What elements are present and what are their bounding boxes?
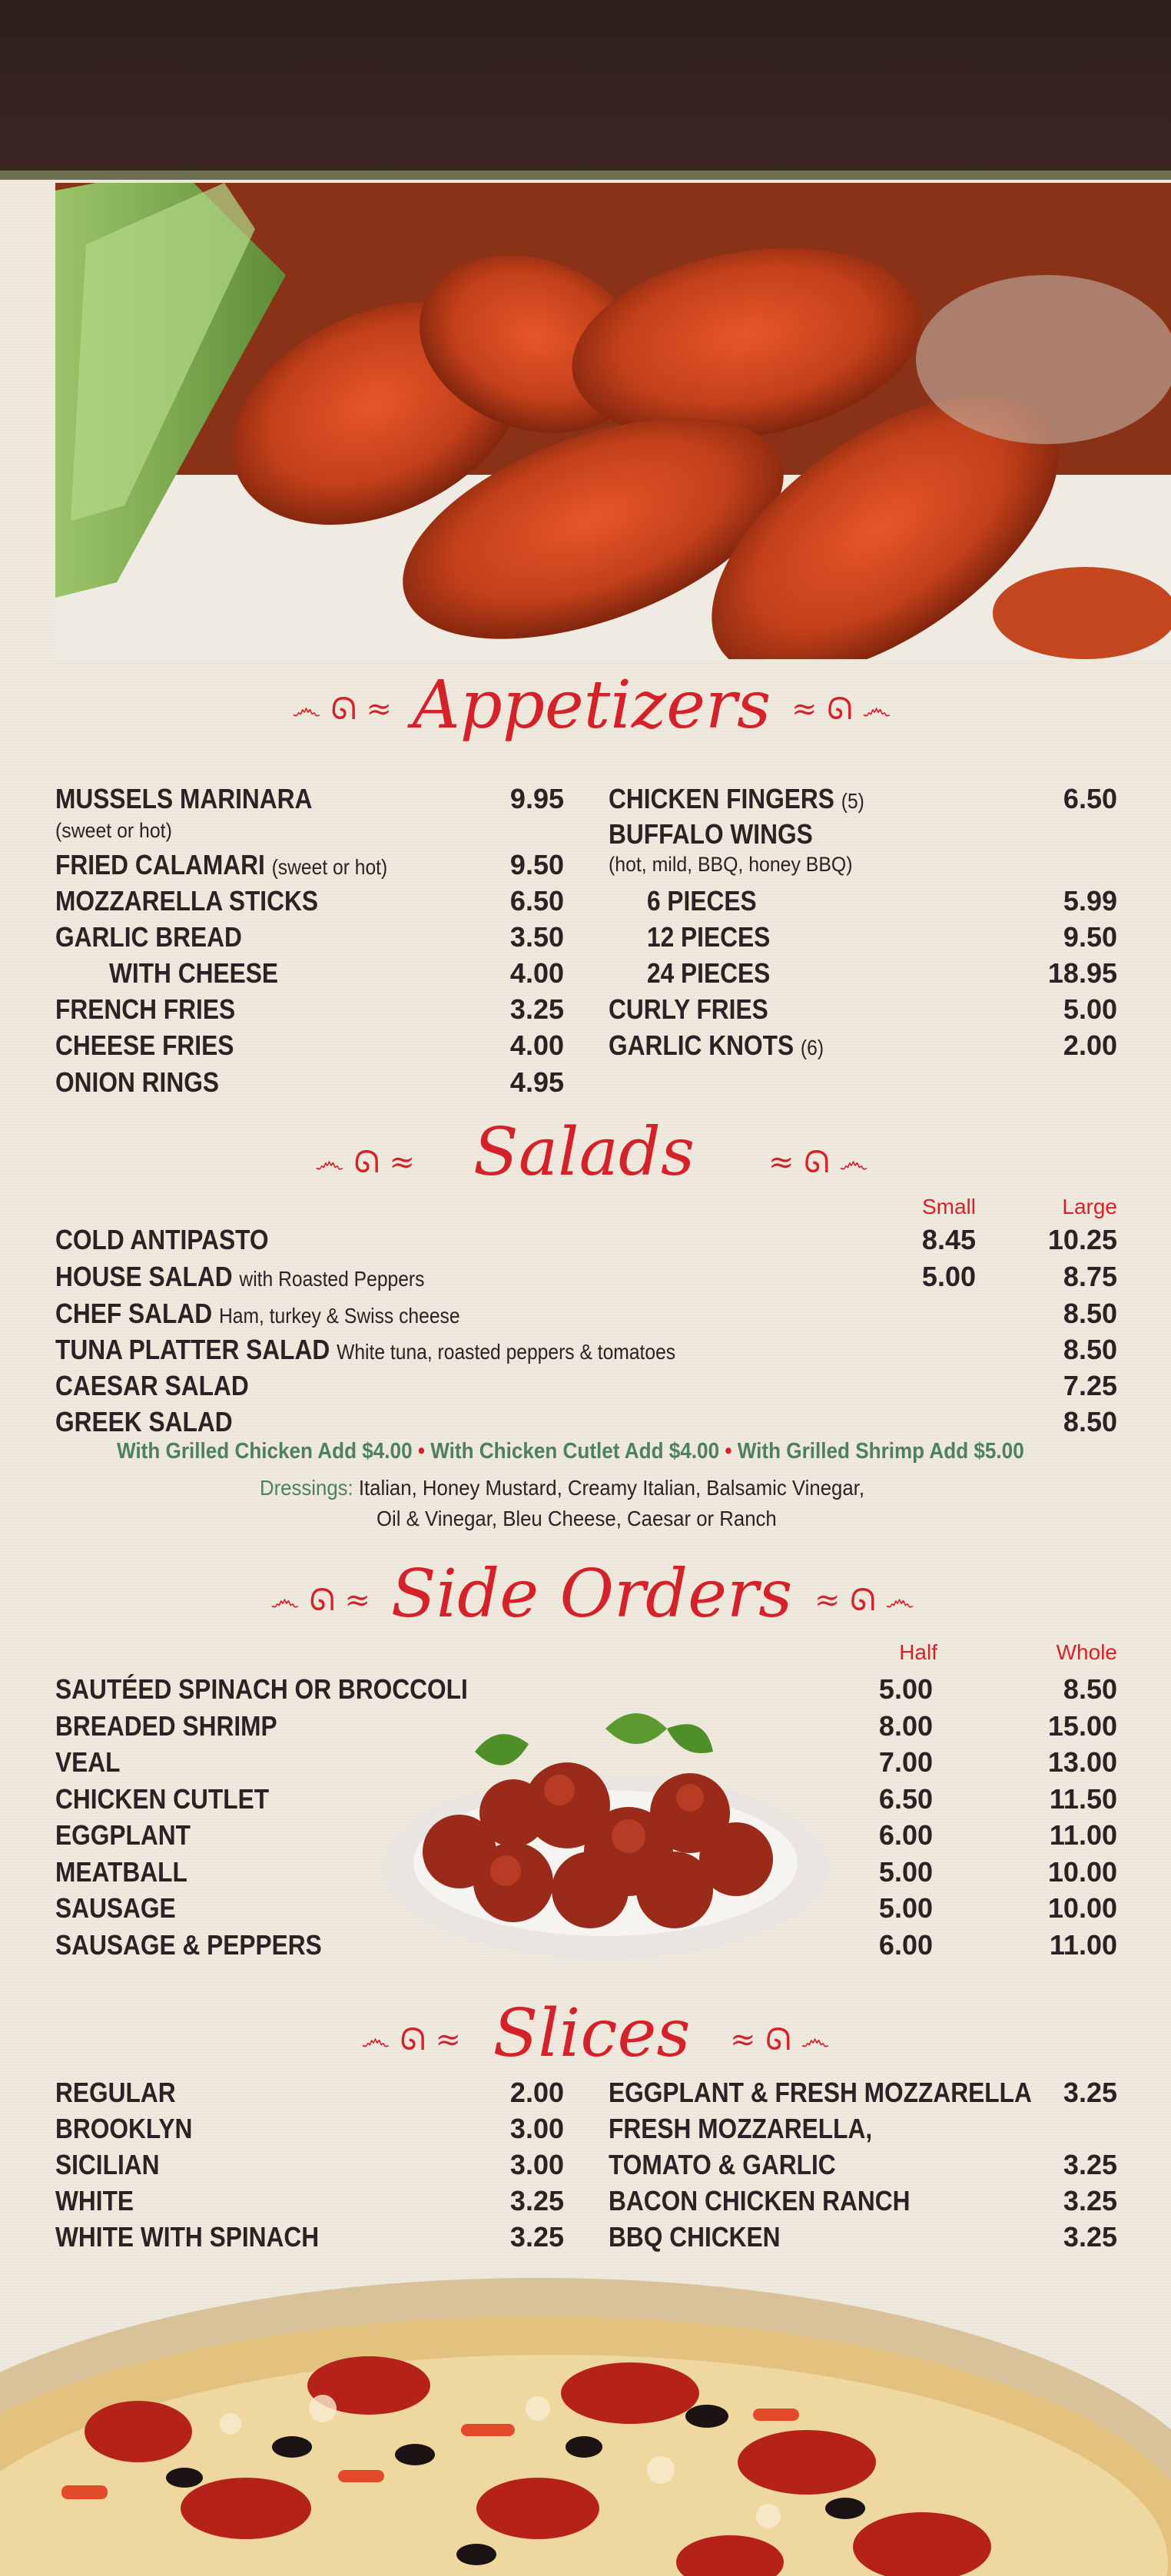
salad-addons — [117, 1439, 1024, 1464]
bullet-dot: • — [725, 1439, 732, 1464]
menu-item: CHICKEN FINGERS (5) — [609, 783, 864, 814]
menu-item: BBQ CHICKEN — [609, 2221, 781, 2253]
menu-item: BUFFALO WINGS — [609, 818, 813, 850]
menu-price-whole: 10.00 — [1047, 1856, 1117, 1888]
menu-price: 5.99 — [1063, 885, 1117, 917]
menu-price: 6.50 — [509, 885, 564, 917]
bullet-dot: • — [417, 1439, 425, 1464]
menu-item: CAESAR SALAD — [55, 1370, 249, 1401]
menu-item: ONION RINGS — [55, 1066, 219, 1098]
menu-item: 6 PIECES — [647, 885, 757, 917]
menu-price: 4.95 — [509, 1066, 564, 1098]
side-orders-heading: Side Orders — [390, 1556, 793, 1633]
menu-item: GARLIC KNOTS (6) — [609, 1029, 824, 1061]
menu-item: 24 PIECES — [647, 957, 771, 989]
menu-price: 5.00 — [1063, 993, 1117, 1025]
menu-price-large: 8.50 — [1063, 1298, 1117, 1329]
menu-price-whole: 11.50 — [1049, 1783, 1117, 1815]
menu-item: WHITE — [55, 2185, 134, 2216]
meatballs-photo — [375, 1698, 836, 1974]
column-header-whole: Whole — [1056, 1640, 1117, 1664]
menu-price-whole: 8.50 — [1063, 1673, 1117, 1705]
menu-price: 9.50 — [509, 849, 564, 880]
column-header-large: Large — [1062, 1195, 1117, 1218]
menu-item: TUNA PLATTER SALAD White tuna, roasted peppers & tomatoes — [55, 1334, 676, 1365]
menu-item: CHEF SALAD Ham, turkey & Swiss cheese — [55, 1298, 460, 1329]
slices-heading: Slices — [493, 1995, 691, 2072]
menu-price-large: 8.50 — [1063, 1334, 1117, 1365]
menu-price-half: 6.00 — [878, 1929, 933, 1961]
menu-price: 9.95 — [509, 783, 564, 814]
menu-item: BREADED SHRIMP — [55, 1710, 277, 1742]
header-divider — [0, 171, 1171, 180]
flourish-left: ෴ ᘏ ≈ — [361, 2022, 462, 2057]
menu-price-half: 8.00 — [878, 1710, 933, 1742]
column-header-half: Half — [899, 1640, 937, 1664]
menu-price-whole: 15.00 — [1047, 1710, 1117, 1742]
flourish-right: ≈ ᘏ ෴ — [768, 1145, 869, 1180]
menu-price-large: 10.25 — [1047, 1224, 1117, 1255]
menu-item: EGGPLANT & FRESH MOZZARELLA — [609, 2077, 1032, 2108]
menu-item: SAUSAGE — [55, 1892, 176, 1924]
menu-price: 3.00 — [509, 2149, 564, 2180]
menu-price: 3.25 — [509, 993, 564, 1025]
menu-price-whole: 10.00 — [1047, 1892, 1117, 1924]
menu-item: WHITE WITH SPINACH — [55, 2221, 320, 2253]
flourish-left: ෴ ᘏ ≈ — [315, 1145, 416, 1180]
dressings-label: Dressings: — [260, 1476, 353, 1500]
menu-item: WITH CHEESE — [109, 957, 279, 989]
menu-item: GREEK SALAD — [55, 1406, 233, 1437]
flourish-right: ≈ ᘏ ෴ — [814, 1583, 915, 1618]
menu-price-large: 7.25 — [1063, 1370, 1117, 1401]
menu-price-half: 6.00 — [878, 1819, 933, 1851]
menu-price: 3.00 — [509, 2113, 564, 2144]
menu-price-half: 5.00 — [878, 1673, 933, 1705]
menu-item: GARLIC BREAD — [55, 921, 242, 953]
menu-price-whole: 11.00 — [1049, 1819, 1117, 1851]
flourish-right: ≈ ᘏ ෴ — [730, 2022, 831, 2057]
menu-price: 18.95 — [1047, 957, 1117, 989]
flourish-left: ෴ ᘏ ≈ — [270, 1583, 371, 1618]
menu-item: BACON CHICKEN RANCH — [609, 2185, 911, 2216]
menu-price-whole: 13.00 — [1047, 1746, 1117, 1778]
dressings-line-2: Oil & Vinegar, Bleu Cheese, Caesar or Ranch — [377, 1507, 777, 1530]
menu-item: FRIED CALAMARI (sweet or hot) — [55, 849, 388, 880]
menu-price: 3.25 — [1063, 2185, 1117, 2216]
menu-price-half: 6.50 — [878, 1783, 933, 1815]
menu-item: FRESH MOZZARELLA, — [609, 2113, 873, 2144]
menu-item: VEAL — [55, 1746, 121, 1778]
menu-price-half: 5.00 — [878, 1892, 933, 1924]
appetizers-heading: Appetizers — [412, 667, 771, 744]
menu-price: 4.00 — [509, 957, 564, 989]
menu-price-small: 8.45 — [921, 1224, 976, 1255]
menu-price: 2.00 — [1063, 1029, 1117, 1061]
menu-item: MOZZARELLA STICKS — [55, 885, 319, 917]
menu-item: CHICKEN CUTLET — [55, 1783, 270, 1815]
menu-item: TOMATO & GARLIC — [609, 2149, 836, 2180]
flourish-left: ෴ ᘏ ≈ — [292, 691, 393, 727]
menu-price-large: 8.75 — [1063, 1261, 1117, 1292]
top-header-band — [0, 0, 1171, 171]
menu-price: 3.25 — [1063, 2221, 1117, 2253]
menu-item: HOUSE SALAD with Roasted Peppers — [55, 1261, 425, 1292]
menu-price-whole: 11.00 — [1049, 1929, 1117, 1961]
pizza-photo — [0, 2255, 1171, 2576]
menu-item: MEATBALL — [55, 1856, 187, 1888]
addon-grilled-chicken: With Grilled Chicken Add $4.00 — [117, 1439, 413, 1464]
menu-price: 9.50 — [1063, 921, 1117, 953]
menu-price: 3.25 — [509, 2185, 564, 2216]
menu-item: CHEESE FRIES — [55, 1029, 234, 1061]
menu-price: 3.25 — [1063, 2077, 1117, 2108]
menu-price-half: 5.00 — [878, 1856, 933, 1888]
menu-price: 3.25 — [1063, 2149, 1117, 2180]
menu-item-note: (hot, mild, BBQ, honey BBQ) — [609, 853, 853, 876]
menu-item: CURLY FRIES — [609, 993, 768, 1025]
menu-item: SAUTÉED SPINACH OR BROCCOLI — [55, 1673, 468, 1705]
menu-price-half: 7.00 — [878, 1746, 933, 1778]
addon-chicken-cutlet: With Chicken Cutlet Add $4.00 — [430, 1439, 720, 1464]
menu-price: 4.00 — [509, 1029, 564, 1061]
menu-item: REGULAR — [55, 2077, 176, 2108]
menu-item: EGGPLANT — [55, 1819, 191, 1851]
menu-price-large: 8.50 — [1063, 1406, 1117, 1437]
salads-heading: Salads — [473, 1114, 695, 1191]
menu-item: FRENCH FRIES — [55, 993, 236, 1025]
menu-price: 3.25 — [509, 2221, 564, 2253]
buffalo-wings-photo — [55, 183, 1171, 659]
menu-price-small: 5.00 — [921, 1261, 976, 1292]
menu-price: 3.50 — [509, 921, 564, 953]
menu-item: BROOKLYN — [55, 2113, 193, 2144]
menu-price: 2.00 — [509, 2077, 564, 2108]
menu-item: 12 PIECES — [647, 921, 771, 953]
column-header-small: Small — [921, 1195, 976, 1218]
menu-item-note: (sweet or hot) — [55, 819, 172, 842]
menu-item: SAUSAGE & PEPPERS — [55, 1929, 322, 1961]
flourish-right: ≈ ᘏ ෴ — [791, 691, 892, 727]
menu-item: SICILIAN — [55, 2149, 160, 2180]
menu-item: MUSSELS MARINARA — [55, 783, 313, 814]
menu-price: 6.50 — [1063, 783, 1117, 814]
dressings-line-1: Dressings: Italian, Honey Mustard, Creamy Italian, Balsamic Vinegar, — [260, 1476, 864, 1500]
menu-item: COLD ANTIPASTO — [55, 1224, 269, 1255]
addon-grilled-shrimp: With Grilled Shrimp Add $5.00 — [737, 1439, 1024, 1464]
